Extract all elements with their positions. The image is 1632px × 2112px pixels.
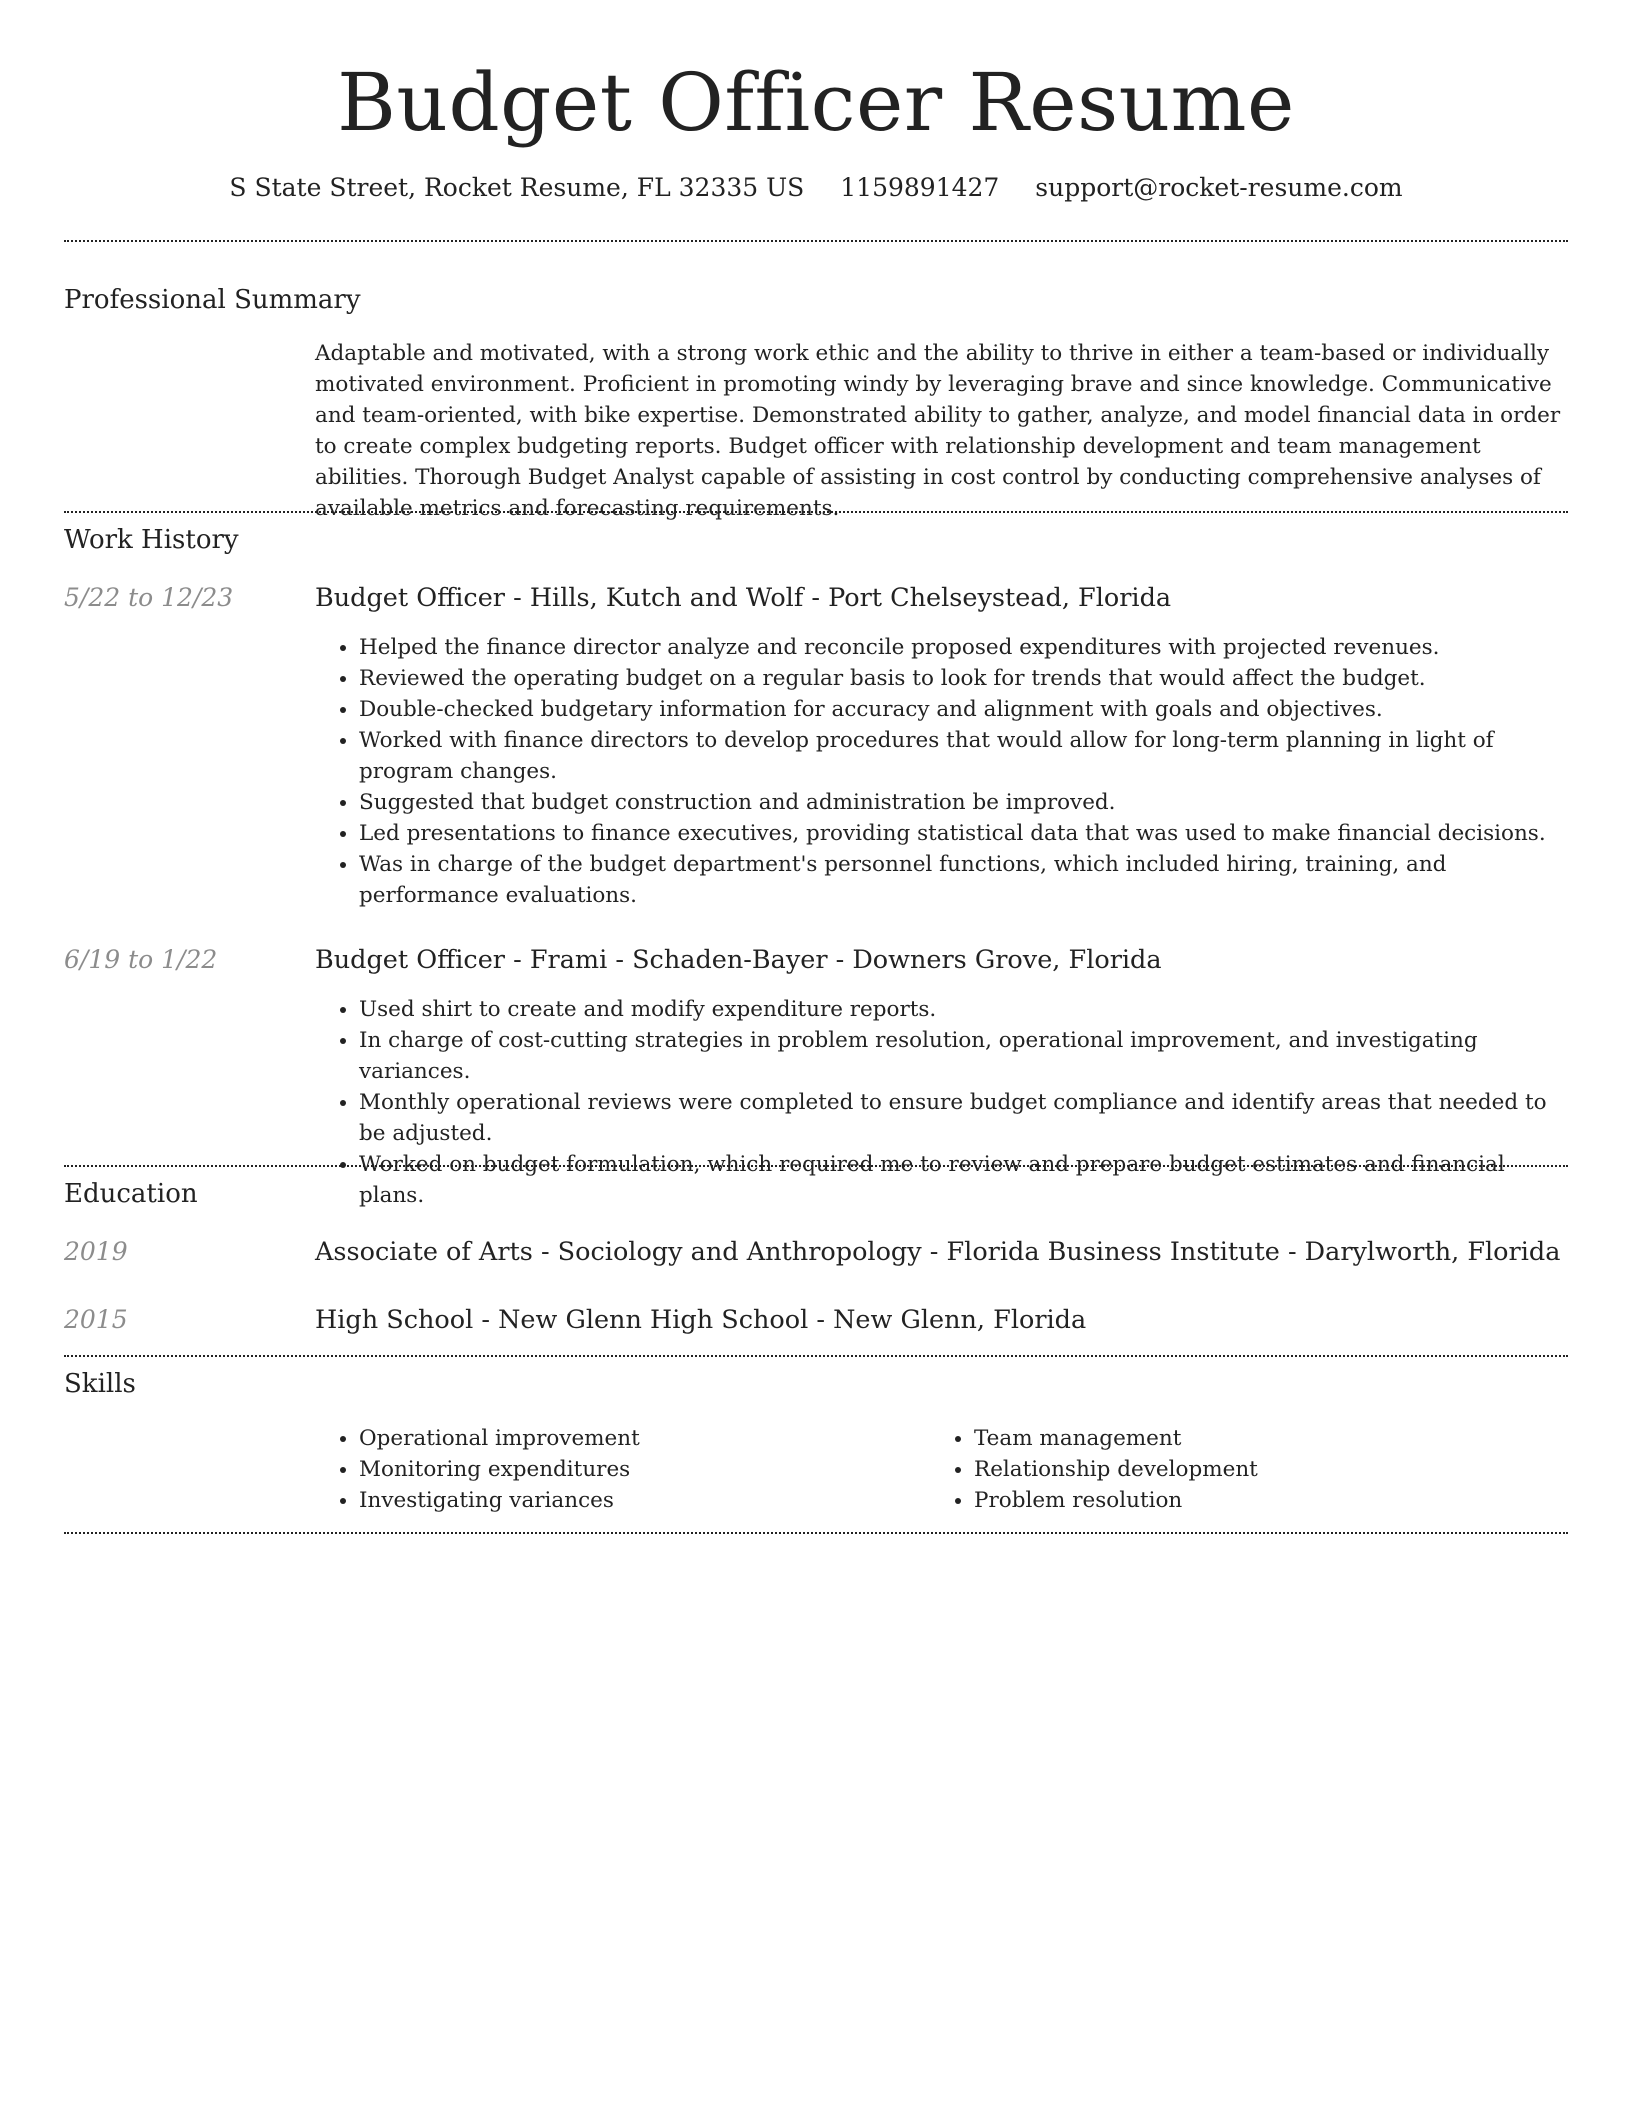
skill-item: • Relationship development	[974, 1454, 1560, 1485]
job-duties-list	[315, 632, 1569, 911]
section-divider	[64, 1532, 1568, 1534]
section-divider	[64, 240, 1568, 242]
job-title: Budget Officer - Frami - Schaden-Bayer - Downers Grove, Florida	[315, 945, 1162, 975]
work-history-heading: Work History	[64, 525, 239, 555]
education-year: 2019	[64, 1237, 128, 1266]
section-divider	[64, 1165, 1568, 1167]
resume-title: Budget Officer Resume	[337, 56, 1295, 149]
skill-item: • Monitoring expenditures	[359, 1454, 915, 1485]
summary-text: Adaptable and motivated, with a strong work ethic and the ability to thrive in either a team-based or individually motivated environment. Proficient in promoting windy by leveraging brave and since knowledge. Communicative and team-oriented, with bike expertise. Demonstrated ability to gather, analyze, and model financial data in order to create complex budgeting reports. Budget officer with relationship development and team management abilities. Thorough Budget Analyst capable of assisting in cost control by conducting comprehensive analyses of available metrics and forecasting requirements.	[315, 341, 1561, 521]
section-divider	[64, 1355, 1568, 1357]
education-entry: High School - New Glenn High School - New Glenn, Florida	[315, 1305, 1087, 1335]
job-duty-item: • Led presentations to finance executives, providing statistical data that was used to make financial decisions.	[359, 818, 1569, 849]
job-duty-item: • Reviewed the operating budget on a regular basis to look for trends that would affect the budget.	[359, 663, 1569, 694]
job-title: Budget Officer - Hills, Kutch and Wolf - Port Chelseystead, Florida	[315, 583, 1172, 613]
job-duty-item: • Was in charge of the budget department's personnel functions, which included hiring, training, and performance evaluations.	[359, 849, 1569, 911]
job-duty-item: • Used shirt to create and modify expenditure reports.	[359, 994, 1569, 1025]
summary-heading: Professional Summary	[64, 285, 361, 315]
job-duty-item: • Helped the finance director analyze and reconcile proposed expenditures with projected revenues.	[359, 632, 1569, 663]
education-heading: Education	[64, 1179, 198, 1209]
skill-item: • Investigating variances	[359, 1485, 915, 1516]
job-duty-item: • Worked on budget formulation, which required me to review and prepare budget estimates and financial plans.	[359, 1149, 1569, 1211]
contact-phone: 1159891427	[840, 173, 1000, 202]
contact-email: support@rocket-resume.com	[1035, 173, 1403, 202]
job-dates: 5/22 to 12/23	[64, 583, 234, 612]
job-duty-item: • Monthly operational reviews were completed to ensure budget compliance and identify areas that needed to be adjusted.	[359, 1087, 1569, 1149]
skill-item: • Problem resolution	[974, 1485, 1560, 1516]
education-year: 2015	[64, 1305, 128, 1334]
contact-line	[0, 168, 1632, 208]
contact-address: S State Street, Rocket Resume, FL 32335 US	[229, 173, 805, 202]
section-divider	[64, 511, 1568, 513]
skill-item: • Operational improvement	[359, 1423, 915, 1454]
skills-list-right	[930, 1423, 1560, 1516]
job-duty-item: • In charge of cost-cutting strategies in problem resolution, operational improvement, and investigating variances.	[359, 1025, 1569, 1087]
skills-heading: Skills	[64, 1369, 136, 1399]
education-entry: Associate of Arts - Sociology and Anthropology - Florida Business Institute - Darylworth, Florida	[315, 1237, 1561, 1267]
skills-list-left	[315, 1423, 915, 1516]
job-duties-list	[315, 994, 1569, 1211]
job-duty-item: • Double-checked budgetary information for accuracy and alignment with goals and objectives.	[359, 694, 1569, 725]
skill-item: • Team management	[974, 1423, 1560, 1454]
job-dates: 6/19 to 1/22	[64, 945, 218, 974]
job-duty-item: • Worked with finance directors to develop procedures that would allow for long-term planning in light of program changes.	[359, 725, 1569, 787]
job-duty-item: • Suggested that budget construction and administration be improved.	[359, 787, 1569, 818]
